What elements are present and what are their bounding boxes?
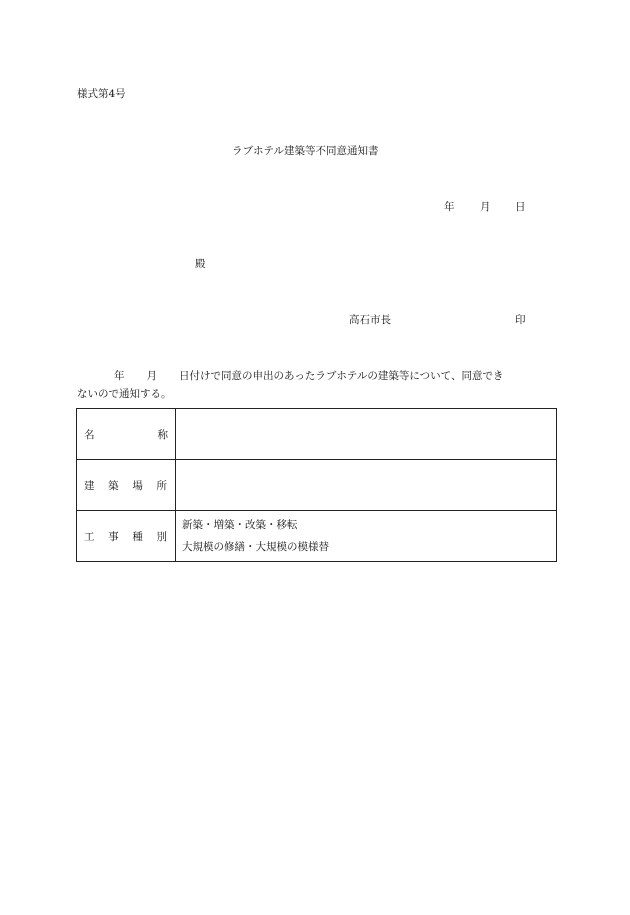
- body-text-line-2: ないので通知する。: [77, 388, 172, 400]
- label-char: 築: [108, 479, 119, 492]
- location-value-field[interactable]: [176, 460, 557, 511]
- date-year-label: 年: [444, 201, 455, 213]
- form-number: 様式第4号: [77, 88, 126, 100]
- sender-name: 高石市長: [349, 314, 391, 326]
- seal-mark: 印: [515, 314, 526, 326]
- label-cell-location: [77, 460, 176, 511]
- label-char: 建: [84, 479, 95, 492]
- label-cell-work-type: [77, 511, 176, 562]
- table-row-name: [77, 409, 557, 460]
- label-cell-name: [77, 409, 176, 460]
- table-row-work-type: [77, 511, 557, 562]
- label-char: 工: [84, 530, 95, 543]
- addressee-honorific: 殿: [195, 258, 206, 270]
- label-char: 場: [132, 479, 143, 492]
- table-row-location: [77, 460, 557, 511]
- label-char: 所: [156, 479, 167, 492]
- work-type-option-line: 新築・増築・改築・移転: [182, 519, 298, 531]
- document-title: ラブホテル建築等不同意通知書: [232, 145, 379, 157]
- label-char: 名: [84, 428, 95, 441]
- work-type-value-cell: [176, 511, 557, 562]
- date-day-label: 日: [515, 201, 526, 213]
- work-type-option-line: 大規模の修繕・大規模の模様替: [182, 541, 329, 553]
- body-text-rest: 日付けで同意の申出のあったラブホテルの建築等について、同意でき: [179, 370, 504, 382]
- label-char: 別: [156, 530, 167, 543]
- body-text-line-1: [114, 368, 503, 383]
- name-value-field[interactable]: [176, 409, 557, 460]
- info-table: [76, 408, 557, 562]
- body-year-label: 年: [114, 370, 125, 382]
- body-month-label: 月: [146, 370, 157, 382]
- label-char: 事: [108, 530, 119, 543]
- label-char: 種: [132, 530, 143, 543]
- date-month-label: 月: [480, 201, 491, 213]
- label-char: 称: [157, 428, 168, 441]
